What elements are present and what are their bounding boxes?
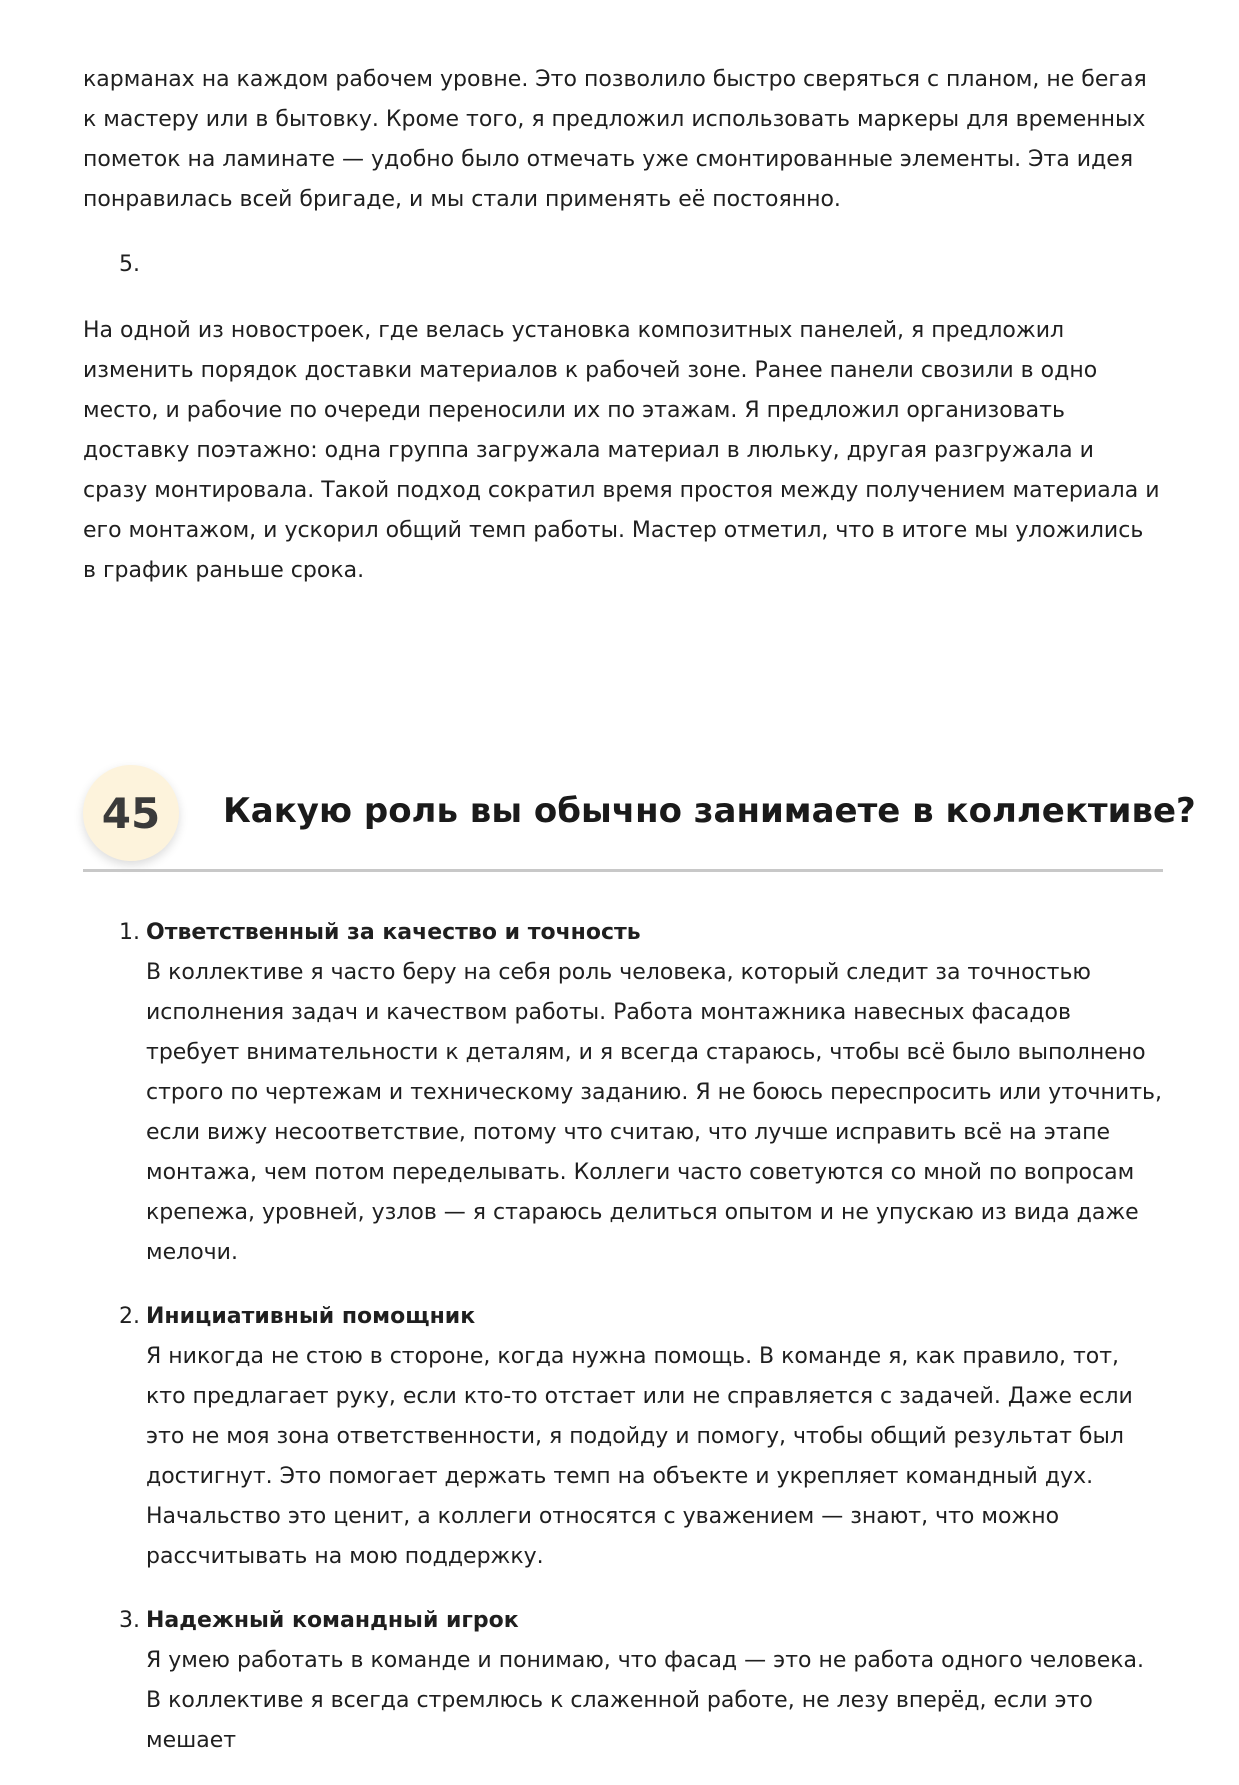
answer-number: 2. bbox=[119, 1304, 140, 1329]
question-divider bbox=[83, 869, 1163, 872]
intro-paragraph-top: карманах на каждом рабочем уровне. Это позволило быстро сверяться с планом, не бегая к мастеру или в бытовку. Кроме того, я предложил использовать маркеры для временных пометок на ламинате — удобно было отмечать уже смонтированные элементы. Эта идея понравилась всей бригаде, и мы стали применять её постоянно. bbox=[83, 67, 1147, 212]
answer-item bbox=[83, 1601, 1163, 1761]
answer-number: 1. bbox=[119, 920, 140, 945]
answer-text: В коллективе я часто беру на себя роль человека, который следит за точностью исполнения задач и качеством работы. Работа монтажника навесных фасадов требует внимательности к деталям, и я всегда стараюсь, чтобы всё было выполнено строго по чертежам и техническому заданию. Я не боюсь переспросить или уточнить, если вижу несоответствие, потому что считаю, что лучше исправить всё на этапе монтажа, чем потом переделывать. Коллеги часто советуются со мной по вопросам крепежа, уровней, узлов — я стараюсь делиться опытом и не упускаю из вида даже мелочи. bbox=[146, 960, 1162, 1265]
answer-item bbox=[83, 1297, 1163, 1577]
answer-list bbox=[83, 913, 1163, 1785]
answer-number: 3. bbox=[119, 1608, 140, 1633]
question-number-badge: 45 bbox=[83, 765, 179, 861]
answer-item bbox=[83, 913, 1163, 1273]
answer-text: Я никогда не стою в стороне, когда нужна помощь. В команде я, как правило, тот, кто предлагает руку, если кто-то отстает или не справляется с задачей. Даже если это не моя зона ответственности, я подойду и помогу, чтобы общий результат был достигнут. Это помогает держать темп на объекте и укрепляет командный дух. Начальство это ценит, а коллеги относятся с уважением — знают, что можно рассчитывать на мою поддержку. bbox=[146, 1344, 1133, 1569]
question-title: Какую роль вы обычно занимаете в коллективе? bbox=[223, 791, 1196, 831]
intro-paragraph-mid: На одной из новостроек, где велась установка композитных панелей, я предложил изменить порядок доставки материалов к рабочей зоне. Ранее панели свозили в одно место, и рабочие по очереди переносили их по этажам. Я предложил организовать доставку поэтажно: одна группа загружала материал в люльку, другая разгружала и сразу монтировала. Такой подход сократил время простоя между получением материала и его монтажом, и ускорил общий темп работы. Мастер отметил, что в итоге мы уложились в график раньше срока. bbox=[83, 318, 1160, 583]
answer-title: Надежный командный игрок bbox=[146, 1608, 519, 1633]
answer-text: Я умею работать в команде и понимаю, что фасад — это не работа одного человека. В коллективе я всегда стремлюсь к слаженной работе, не лезу вперёд, если это мешает bbox=[146, 1648, 1144, 1753]
answer-title: Инициативный помощник bbox=[146, 1304, 476, 1329]
question-header bbox=[83, 765, 1196, 871]
answer-title: Ответственный за качество и точность bbox=[146, 920, 641, 945]
list-marker-5: 5. bbox=[119, 252, 140, 277]
